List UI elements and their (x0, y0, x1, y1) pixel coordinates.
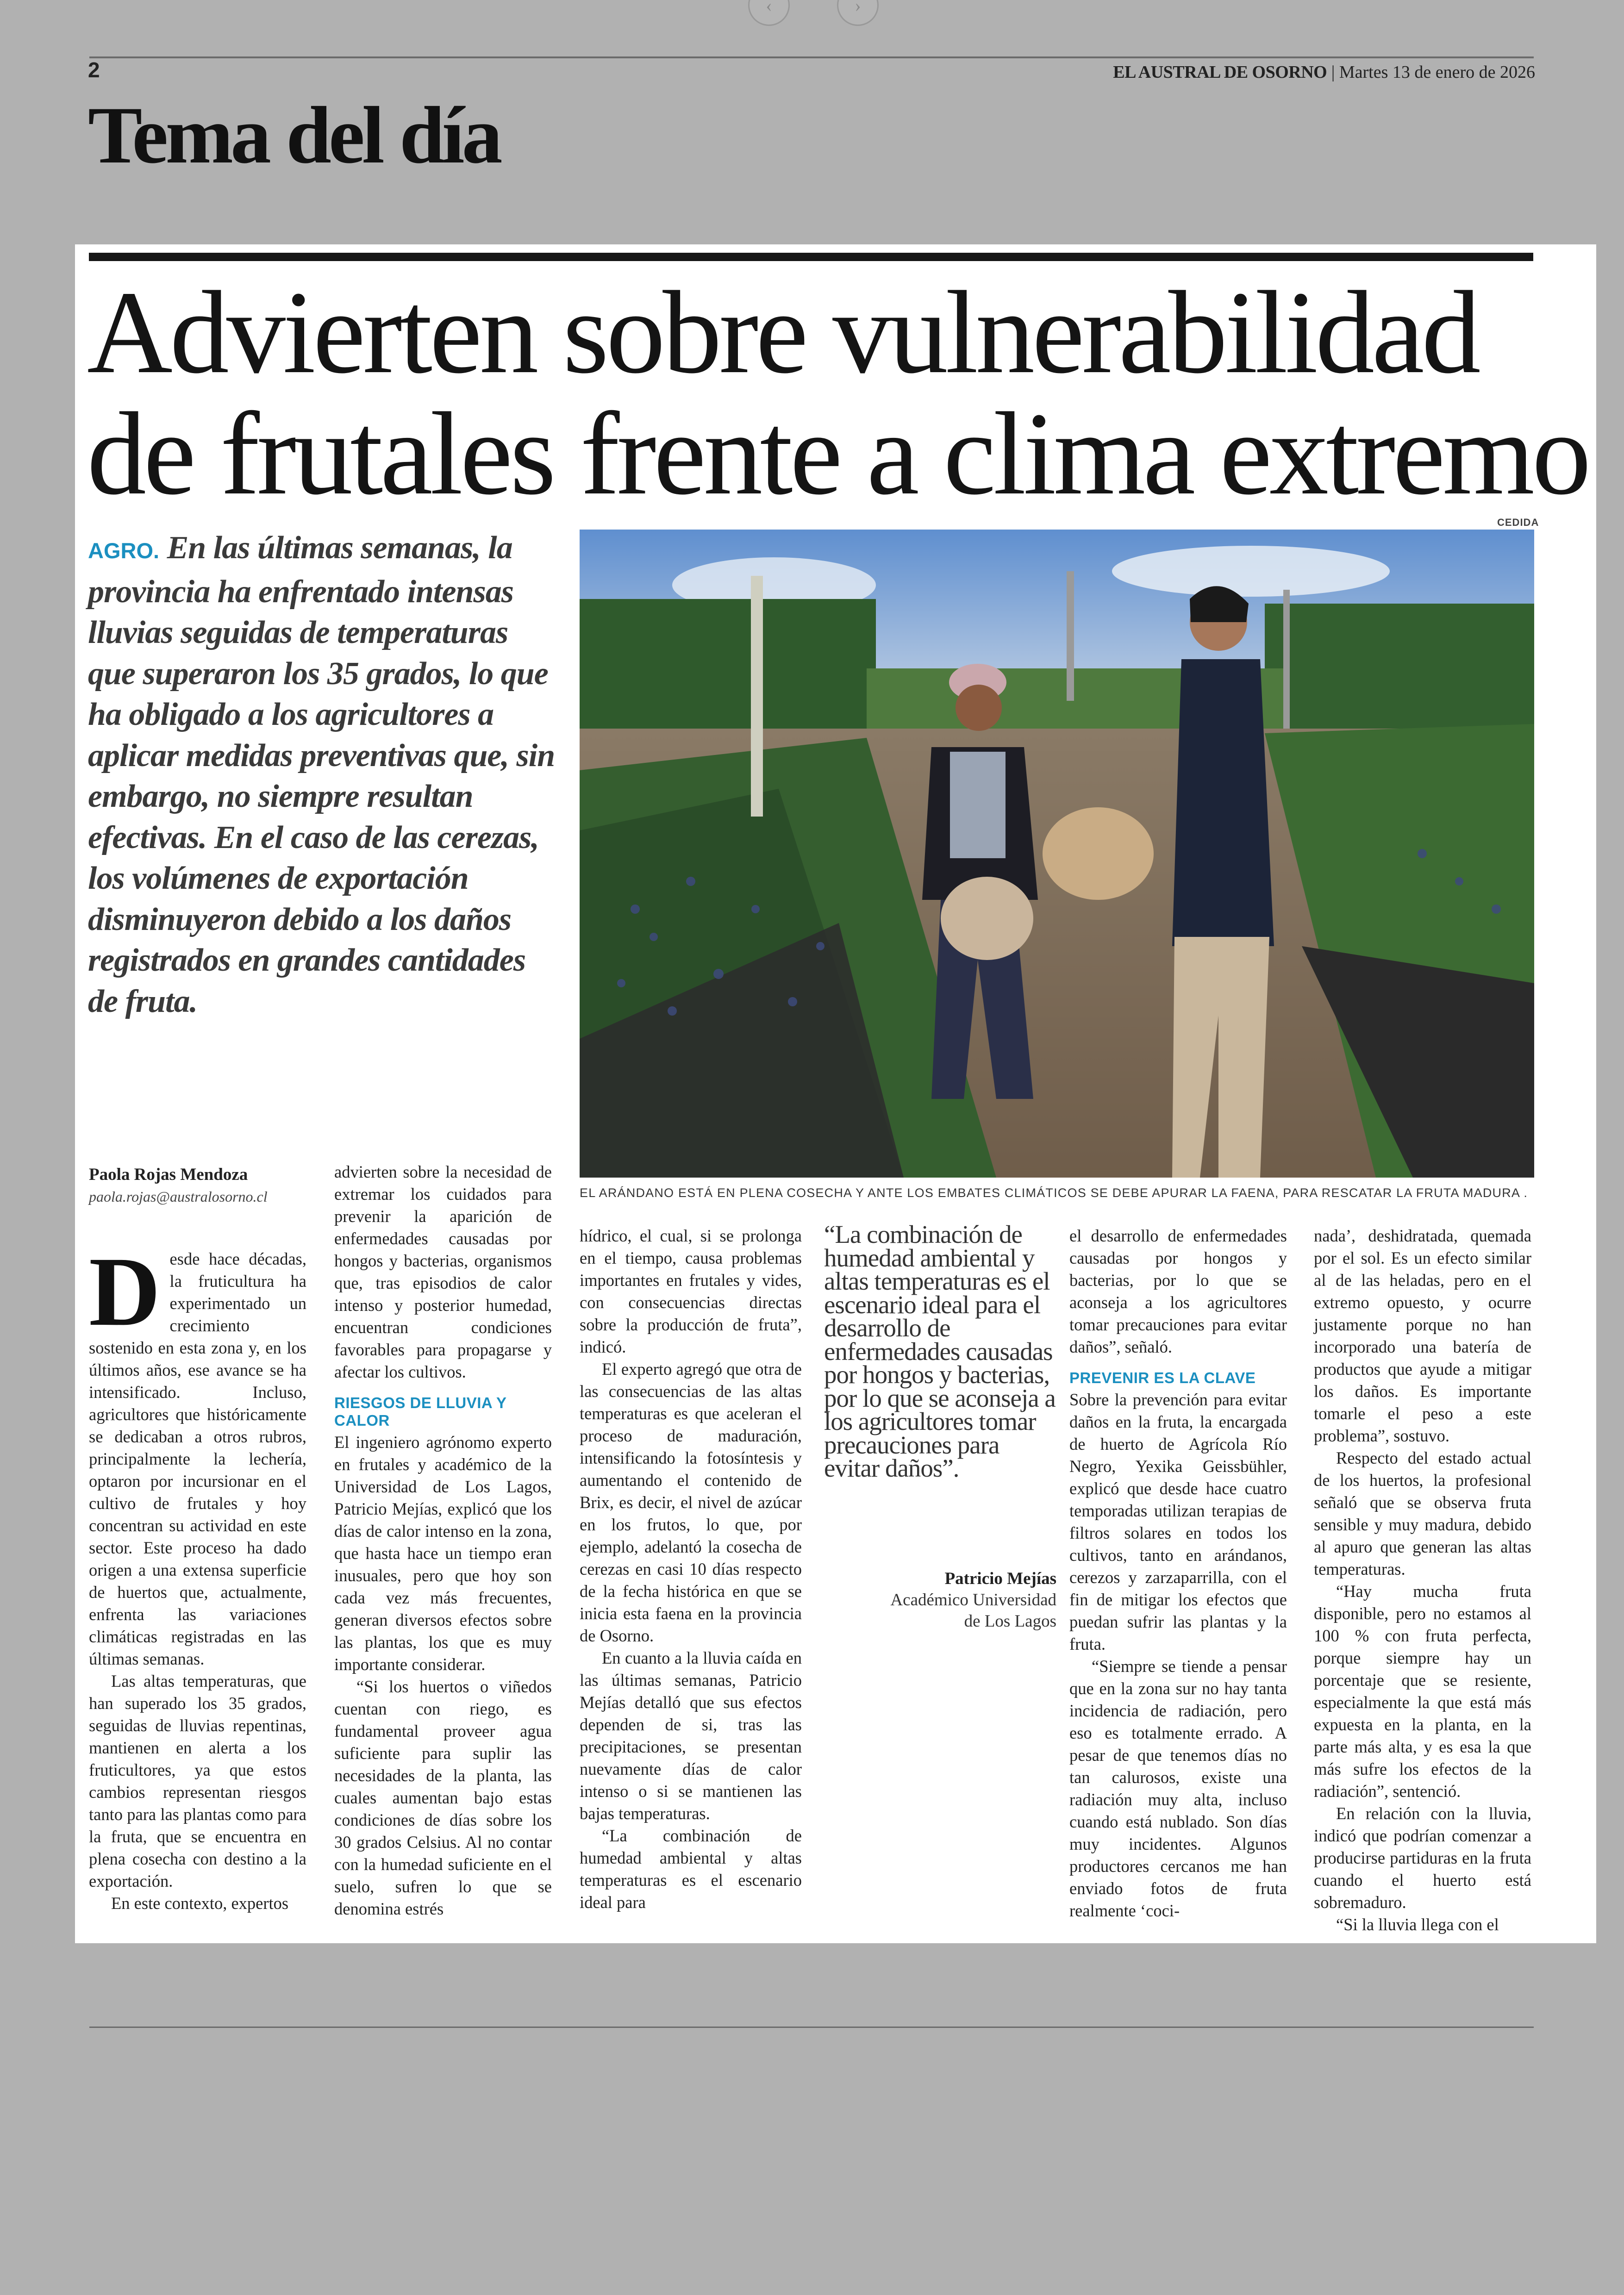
quote-source-name: Patricio Mejías (944, 1569, 1056, 1588)
headline (87, 267, 1589, 519)
paragraph: nada’, deshidratada, quemada por el sol. Es un efecto similar al de las heladas, pero en el extremo opuesto, y ocurre justamente porque no han incorporado una batería de productos que ayude a mitigar los daños. Es importante tomarle el peso a este problema”, sostuvo. (1314, 1226, 1531, 1445)
body-column-5 (1069, 1225, 1287, 1922)
paragraph: Respecto del estado actual de los huertos, la profesional señaló que se observa fruta sensible y muy madura, debido al apuro que generan las altas temperaturas. (1314, 1448, 1531, 1578)
author-email[interactable]: paola.rojas@australosorno.cl (89, 1188, 268, 1205)
issue-date: Martes 13 de enero de 2026 (1339, 62, 1535, 82)
masthead-separator: | (1327, 62, 1339, 82)
article-clipping (75, 244, 1596, 1943)
photo-credit: CEDIDA (1497, 517, 1539, 528)
photo-caption: EL ARÁNDANO ESTÁ EN PLENA COSECHA Y ANTE LOS EMBATES CLIMÁTICOS SE DEBE APURAR LA FAENA, PARA RESCATAR LA FRUTA MADURA . (580, 1186, 1528, 1200)
page-number: 2 (88, 58, 100, 82)
pull-quote: “La combinación de humedad ambiental y altas temperaturas es el escenario ideal para el desarrollo de enfermedades causadas por hongos y bacterias, por lo que se aconseja a los agricultores tomar precauciones para evitar daños”. (824, 1220, 1056, 1482)
subheading-prevenir: PREVENIR ES LA CLAVE (1069, 1369, 1256, 1386)
next-page-button[interactable] (837, 0, 879, 26)
paragraph: “Siempre se tiende a pensar que en la zona sur no hay tanta incidencia de radiación, pero eso es totalmente errado. A pesar de que tenemos días no tan calurosos, existe una radiación muy alta, incluso cuando está nublado. Son días muy incidentes. Algunos productores cercanos me han enviado fotos de fruta realmente ‘coci- (1069, 1657, 1287, 1920)
drop-cap: D (89, 1237, 161, 1347)
paragraph: El experto agregó que otra de las consecuencias de las altas temperaturas es que aceleran el proceso de maduración, intensificando la fotosíntesis y aumentando el contenido de Brix, es decir, el nivel de azúcar en los frutos, lo que, por ejemplo, adelantó la cosecha de cerezas en casi 10 días respecto de la fecha histórica en que se inicia esta faena en la provincia de Osorno. (580, 1360, 802, 1645)
previous-page-button[interactable] (748, 0, 790, 26)
paragraph: “Hay mucha fruta disponible, pero no estamos al 100 % con fruta perfecta, porque siempre hay un porcentaje que se resiente, especialmente la que está más expuesta en la planta, en la parte más alta, y es esa la que más sufre los efectos de la radiación”, sentenció. (1314, 1582, 1531, 1801)
publication-name: EL AUSTRAL DE OSORNO (1113, 62, 1327, 82)
lead-text: En las últimas semanas, la provincia ha enfrentado intensas lluvias seguidas de temperaturas que superaron los 35 grados, lo que ha obligado a los agricultores a aplicar medidas preventivas que, sin embargo, no siempre resultan efectivas. En el caso de las cerezas, los volúmenes de exportación disminuyeron debido a los daños registrados en grandes cantidades de fruta. (88, 530, 555, 1019)
footer-rule (89, 2027, 1534, 2028)
chevron-right-icon: › (855, 0, 861, 16)
headline-line-2: de frutales frente a clima extremo (87, 388, 1589, 519)
body-column-2 (334, 1161, 552, 1920)
paragraph: En este contexto, expertos (111, 1894, 289, 1913)
byline (89, 1165, 297, 1205)
paragraph: hídrico, el cual, si se prolonga en el tiempo, causa problemas importantes en frutales y vides, con consecuencias directas sobre la producción de fruta”, indicó. (580, 1226, 802, 1356)
paragraph: “Si la lluvia llega con el (1336, 1915, 1499, 1934)
paragraph: En cuanto a la lluvia caída en las últimas semanas, Patricio Mejías detalló que sus efectos dependen de si, tras las precipitaciones, se presentan nuevamente días de calor intenso o si se mantienen las bajas temperaturas. (580, 1648, 802, 1823)
section-title: Tema del día (88, 90, 500, 181)
body-column-6 (1314, 1225, 1531, 1936)
chevron-left-icon: ‹ (766, 0, 772, 16)
paragraph: advierten sobre la necesidad de extremar los cuidados para prevenir la aparición de enfermedades causadas por hongos y bacterias, organismos que, tras episodios de calor intenso y posterior humedad, encuentran condiciones favorables para propagarse y afectar los cultivos. (334, 1162, 552, 1381)
paragraph: “La combinación de humedad ambiental y altas temperaturas es el escenario ideal para (580, 1826, 802, 1912)
paragraph: Las altas temperaturas, que han superado los 35 grados, seguidas de lluvias repentinas, mantienen en alerta a los fruticultores, ya que estos cambios representan riesgos tanto para las plantas como para la fruta, que se encuentra en plena cosecha con destino a la exportación. (89, 1671, 306, 1890)
author-name: Paola Rojas Mendoza (89, 1165, 248, 1184)
header-rule (89, 56, 1534, 58)
paragraph: esde hace décadas, la fruticultura ha experimentado un crecimiento sostenido en esta zona y, en los últimos años, ese avance se ha intensificado. Incluso, agricultores que históricamente se dedicaban a otros rubros, principalmente la lechería, optaron por incursionar en el cultivo de frutales y hoy concentran su actividad en este sector. Este proceso ha dado origen a una extensa superficie de huertos que, actualmente, enfrenta las variaciones climáticas registradas en las últimas semanas. (89, 1249, 306, 1668)
blueberry-field-illustration (580, 530, 1534, 1178)
headline-line-1: Advierten sobre vulnerabilidad (87, 267, 1478, 398)
article-top-bar (89, 253, 1533, 261)
paragraph: el desarrollo de enfermedades causadas por hongos y bacterias, por lo que se aconseja a los agricultores tomar precauciones para evitar daños”, señaló. (1069, 1226, 1287, 1356)
pull-quote-attribution (862, 1568, 1056, 1632)
article-photo (580, 530, 1534, 1178)
paragraph: Sobre la prevención para evitar daños en la fruta, la encargada de huerto de Agrícola Río Negro, Yexika Geissbühler, explicó que desde hace cuatro temporadas utilizan terapias de filtros solares en todos los cultivos, tanto en arándanos, cerezos y zarzaparrilla, con el fin de mitigar los efectos que puedan sufrir las plantas y la fruta. (1069, 1390, 1287, 1653)
paragraph: En relación con la lluvia, indicó que podrían comenzar a producirse partiduras en la fruta cuando el huerto está sobremaduro. (1314, 1804, 1531, 1912)
subheading-riesgos: RIESGOS DE LLUVIA Y CALOR (334, 1394, 506, 1429)
body-column-3 (580, 1225, 802, 1914)
paragraph: “Si los huertos o viñedos cuentan con riego, es fundamental proveer agua suficiente para suplir las necesidades de la planta, las cuales aumentan bajo estas condiciones de días sobre los 30 grados Celsius. Al no contar con la humedad suficiente en el suelo, sufren lo que se denomina estrés (334, 1677, 552, 1918)
quote-source-role: Académico Universidad (890, 1590, 1056, 1609)
kicker: AGRO. (88, 538, 160, 563)
quote-source-role: de Los Lagos (964, 1612, 1056, 1631)
masthead (1113, 62, 1535, 82)
lead-paragraph (88, 528, 556, 1022)
body-column-1 (89, 1237, 306, 1915)
paragraph: El ingeniero agrónomo experto en frutales y académico de la Universidad de Los Lagos, Patricio Mejías, explicó que los días de calor intenso en la zona, que hasta hace un tiempo eran inusuales, pero que hoy son cada vez más frecuentes, generan diversos efectos sobre las plantas, los que es muy importante considerar. (334, 1433, 552, 1674)
